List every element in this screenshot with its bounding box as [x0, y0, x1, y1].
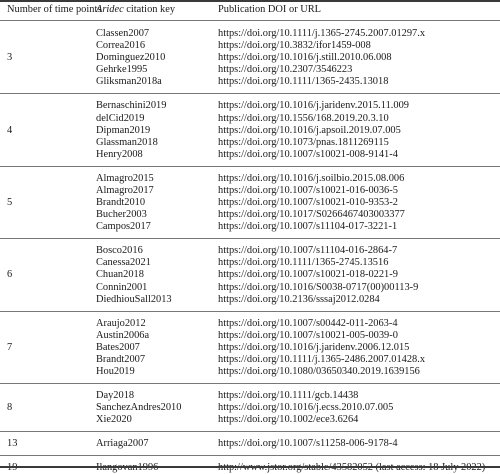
citation-key: Henry2008 — [96, 148, 143, 160]
citation-key: Austin2006a — [96, 329, 150, 341]
citation-key: Correa2016 — [96, 40, 146, 52]
publication-link[interactable]: https://doi.org/10.1016/j.ecss.2010.07.005 — [218, 402, 394, 414]
publication-link[interactable] — [218, 462, 485, 474]
citation-key: Dipman2019 — [96, 124, 151, 136]
citation-key: Bernaschini2019 — [96, 100, 167, 112]
citation-key: DiedhiouSall2013 — [96, 293, 172, 305]
citation-key: Dominguez2010 — [96, 52, 166, 64]
publication-link[interactable]: https://doi.org/10.1111/1365-2435.13018 — [218, 76, 389, 88]
group-divider — [0, 383, 500, 384]
publication-link[interactable]: https://doi.org/10.1016/j.jaridenv.2015.11.009 — [218, 100, 409, 112]
citation-key: Day2018 — [96, 390, 135, 401]
citation-key: Almagro2017 — [96, 184, 154, 196]
citation-key: Araujo2012 — [96, 317, 146, 329]
citation-key: SanchezAndres2010 — [96, 402, 182, 414]
citation-key: Bosco2016 — [96, 245, 143, 257]
header-doi-url: Publication DOI or URL — [218, 4, 322, 15]
header-rule — [0, 20, 500, 21]
group-divider — [0, 455, 500, 456]
citation-key: Connin2001 — [96, 281, 148, 293]
group-divider — [0, 166, 500, 167]
group-divider — [0, 311, 500, 312]
publication-link[interactable]: https://doi.org/10.3832/ifor1459-008 — [218, 40, 371, 52]
publication-link[interactable]: https://doi.org/10.1007/s10021-010-9353-2 — [218, 197, 398, 208]
publication-link[interactable]: https://doi.org/10.1016/j.apsoil.2019.07.005 — [218, 124, 401, 136]
header-time-points: Number of time points — [7, 4, 102, 15]
header-citation-key — [96, 4, 175, 16]
citation-key: Brandt2007 — [96, 353, 146, 365]
time-points-value: 3 — [7, 52, 13, 64]
time-points-value — [7, 462, 17, 474]
citation-key: Gehrke1995 — [96, 64, 148, 76]
citation-key: Almagro2015 — [96, 172, 154, 184]
citation-key: Canessa2021 — [96, 257, 151, 269]
publication-link[interactable]: https://doi.org/10.1017/S0266467403003377 — [218, 209, 405, 221]
citation-key: Chuan2018 — [96, 269, 144, 281]
publication-link[interactable]: https://doi.org/10.1016/S0038-0717(00)00113-9 — [218, 281, 419, 293]
publication-link[interactable]: https://doi.org/10.1111/1365-2745.13516 — [218, 257, 389, 269]
publication-link[interactable]: https://doi.org/10.1007/s10021-016-0036-5 — [218, 184, 398, 196]
publication-link[interactable]: https://doi.org/10.2136/sssaj2012.0284 — [218, 293, 380, 305]
publication-link[interactable]: https://doi.org/10.2307/3546223 — [218, 64, 353, 76]
citation-key: Classen2007 — [96, 28, 150, 39]
citation-key: Glassman2018 — [96, 136, 158, 148]
group-divider — [0, 93, 500, 94]
publication-link[interactable]: https://doi.org/10.1007/s11258-006-9178-4 — [218, 438, 398, 450]
citation-key: Bates2007 — [96, 341, 140, 353]
publication-link[interactable]: https://doi.org/10.1007/s10021-018-0221-9 — [218, 269, 398, 281]
time-points-value: 5 — [7, 197, 13, 208]
citation-key: Xie2020 — [96, 414, 132, 426]
publication-link[interactable]: https://doi.org/10.1016/j.still.2010.06.008 — [218, 52, 392, 64]
publication-link[interactable]: https://doi.org/10.1007/s11104-016-2864-7 — [218, 245, 398, 257]
publication-link[interactable]: https://doi.org/10.1002/ece3.6264 — [218, 414, 359, 426]
citation-key: Arriaga2007 — [96, 438, 149, 450]
citation-key: Brandt2010 — [96, 197, 146, 208]
citation-key: Bucher2003 — [96, 209, 147, 221]
top-rule — [0, 0, 500, 2]
time-points-value: 8 — [7, 402, 13, 414]
publication-link[interactable]: https://doi.org/10.1007/s11104-017-3221-1 — [218, 221, 398, 233]
citation-key: Campos2017 — [96, 221, 151, 233]
publication-link[interactable]: https://doi.org/10.1016/j.soilbio.2015.08.006 — [218, 172, 405, 184]
publication-link[interactable]: https://doi.org/10.1016/j.jaridenv.2006.12.015 — [218, 341, 410, 353]
publication-link[interactable]: https://doi.org/10.1111/j.1365-2745.2007.01297.x — [218, 28, 426, 39]
publication-link[interactable]: https://doi.org/10.1556/168.2019.20.3.10 — [218, 112, 389, 124]
citation-key — [96, 462, 158, 474]
publication-link[interactable]: https://doi.org/10.1111/gcb.14438 — [218, 390, 359, 401]
header-citation-key-rest: citation key — [123, 4, 176, 15]
publication-link[interactable]: https://doi.org/10.1007/s00442-011-2063-4 — [218, 317, 398, 329]
time-points-value: 7 — [7, 341, 13, 353]
publication-link[interactable]: https://doi.org/10.1007/s10021-005-0039-0 — [218, 329, 398, 341]
citation-key: Gliksman2018a — [96, 76, 162, 88]
publication-link[interactable]: https://doi.org/10.1080/03650340.2019.1639156 — [218, 366, 420, 377]
time-points-value: 13 — [7, 438, 18, 450]
publication-link[interactable]: https://doi.org/10.1007/s10021-008-9141-4 — [218, 148, 398, 160]
citation-key: Hou2019 — [96, 366, 135, 377]
bottom-rule — [0, 466, 500, 468]
group-divider — [0, 238, 500, 239]
time-points-value: 6 — [7, 269, 13, 281]
time-points-value: 4 — [7, 124, 13, 136]
publication-link[interactable]: https://doi.org/10.1111/j.1365-2486.2007.01428.x — [218, 353, 426, 365]
citation-key: delCid2019 — [96, 112, 145, 124]
group-divider — [0, 431, 500, 432]
publication-link[interactable]: https://doi.org/10.1073/pnas.1811269115 — [218, 136, 389, 148]
header-aridec: Aridec — [96, 4, 124, 15]
